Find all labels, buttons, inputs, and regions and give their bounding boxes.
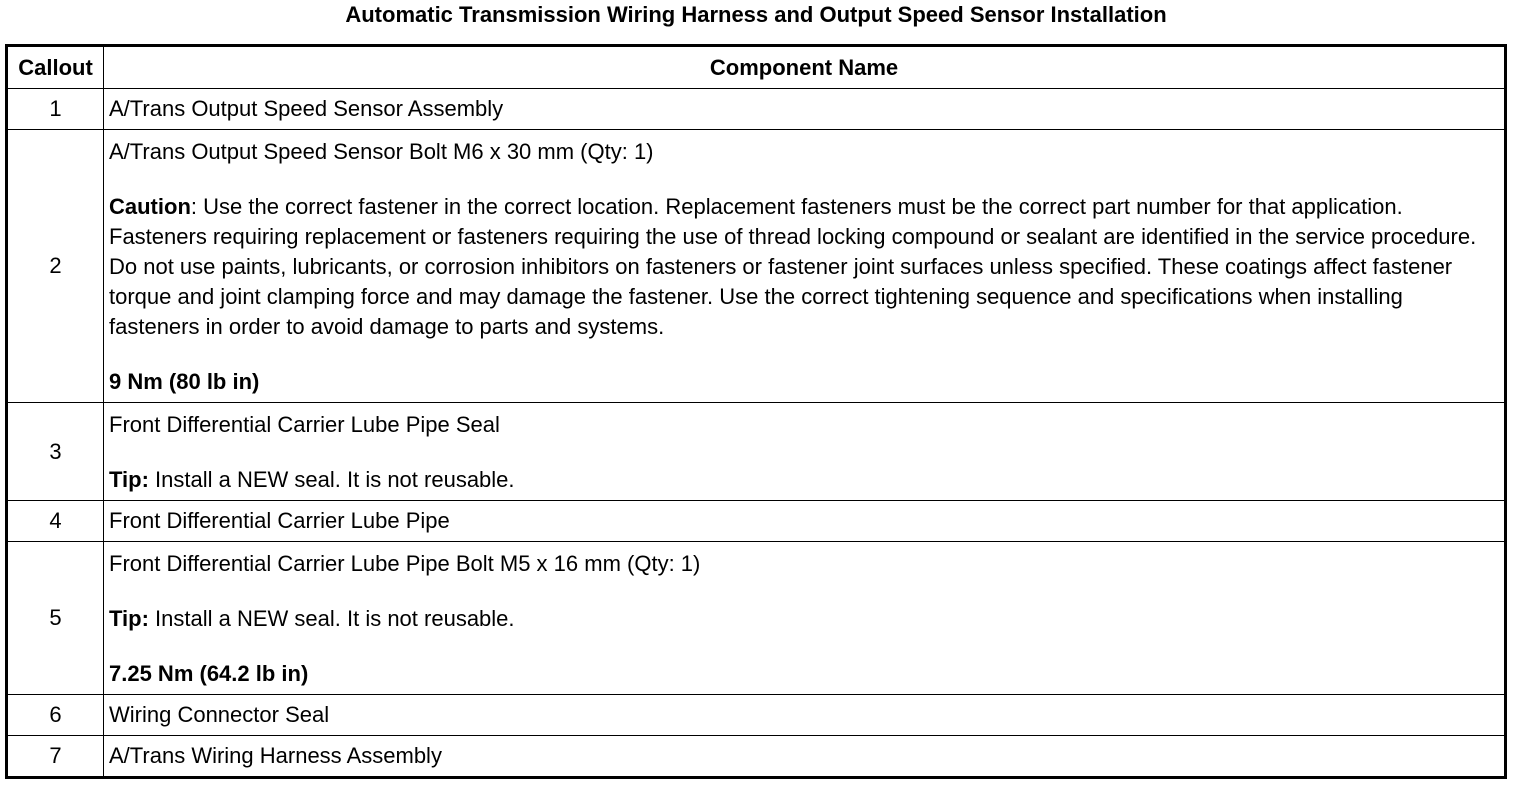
component-name: Front Differential Carrier Lube Pipe Bolt M5 x 16 mm (Qty: 1)	[109, 551, 701, 576]
spacer	[109, 579, 1498, 604]
component-table	[5, 44, 1507, 779]
caution-separator: :	[190, 194, 198, 219]
component-name: A/Trans Output Speed Sensor Bolt M6 x 30 mm (Qty: 1)	[109, 139, 654, 164]
component-cell	[104, 130, 1506, 403]
table-row	[7, 736, 1506, 778]
callout-number: 2	[7, 130, 104, 403]
callout-number: 4	[7, 501, 104, 542]
document-title: Automatic Transmission Wiring Harness and Output Speed Sensor Installation	[345, 2, 1167, 27]
torque-spec: 9 Nm (80 lb in)	[109, 369, 260, 394]
tip-label: Tip:	[109, 606, 149, 631]
component-name: Front Differential Carrier Lube Pipe Seal	[109, 412, 500, 437]
component-name-column-header: Component Name	[104, 46, 1506, 89]
tip-label: Tip:	[109, 467, 149, 492]
callout-number: 6	[7, 695, 104, 736]
caution-label: Caution	[109, 194, 191, 219]
caution-text: Use the correct fastener in the correct location. Replacement fasteners must be the correct part number for that application. Fasteners requiring replacement or fasteners requiring the use of thread locking compound or sealant are identified in the service procedure. Do not use paints, lubricants, or corrosion inhibitors on fasteners or fastener joint surfaces unless specified. These coatings affect fastener torque and joint clamping force and may damage the fastener. Use the correct tightening sequence and specifications when installing fasteners in order to avoid damage to parts and systems.	[109, 194, 1477, 339]
table-header-row	[7, 46, 1506, 89]
component-name: A/Trans Output Speed Sensor Assembly	[104, 89, 1506, 130]
spacer	[109, 342, 1498, 367]
caution-note	[109, 192, 1498, 342]
tip-note	[109, 465, 1498, 495]
tip-text: Install a NEW seal. It is not reusable.	[148, 467, 515, 492]
spacer	[109, 167, 1498, 192]
table-row	[7, 695, 1506, 736]
tip-text: Install a NEW seal. It is not reusable.	[148, 606, 515, 631]
callout-number: 1	[7, 89, 104, 130]
spacer	[109, 634, 1498, 659]
component-name: Front Differential Carrier Lube Pipe	[104, 501, 1506, 542]
torque-spec: 7.25 Nm (64.2 lb in)	[109, 661, 309, 686]
component-name: Wiring Connector Seal	[104, 695, 1506, 736]
callout-column-header: Callout	[7, 46, 104, 89]
tip-note	[109, 604, 1498, 634]
table-row	[7, 542, 1506, 695]
component-cell	[104, 403, 1506, 501]
callout-number: 3	[7, 403, 104, 501]
table-row	[7, 130, 1506, 403]
table-row	[7, 501, 1506, 542]
spacer	[109, 440, 1498, 465]
table-row	[7, 403, 1506, 501]
callout-number: 7	[7, 736, 104, 778]
component-name: A/Trans Wiring Harness Assembly	[104, 736, 1506, 778]
component-cell	[104, 542, 1506, 695]
table-row	[7, 89, 1506, 130]
callout-number: 5	[7, 542, 104, 695]
